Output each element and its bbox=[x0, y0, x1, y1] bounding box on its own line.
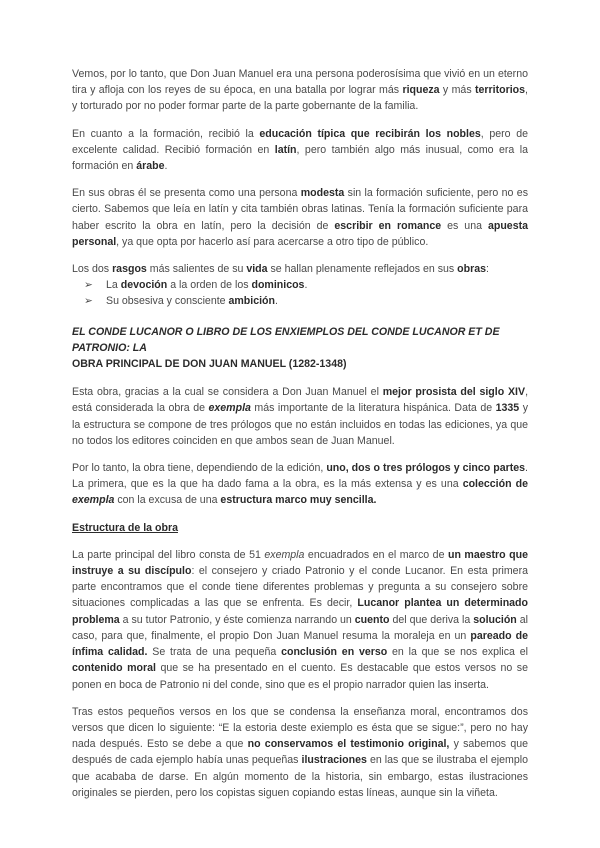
bold-term: devoción bbox=[120, 279, 168, 292]
arrow-bullet-icon: ➢ bbox=[84, 279, 93, 292]
text: más importante de la literatura hispánica. Data de bbox=[250, 402, 496, 415]
list-item bbox=[84, 293, 528, 309]
text: , y torturado por no poder formar parte de la parte gobernante de la familia. bbox=[72, 84, 528, 113]
subheading: Estructura de la obra bbox=[72, 521, 178, 534]
text: y sabemos que después de cada ejemplo había unas pequeñas bbox=[72, 738, 528, 767]
bold-term: escribir en romance bbox=[334, 219, 442, 232]
text: , está considerada la obra de bbox=[72, 386, 529, 415]
bold-term: ilustraciones bbox=[301, 754, 367, 767]
arrow-bullet-icon: ➢ bbox=[84, 295, 93, 308]
paragraph-obras bbox=[72, 185, 528, 250]
bold-italic-term: exempla bbox=[72, 494, 115, 507]
text: La bbox=[106, 279, 121, 292]
bold-term: rasgos bbox=[112, 263, 147, 276]
text: Se trata de una pequeña bbox=[147, 646, 282, 659]
text: En sus obras él se presenta como una persona bbox=[72, 187, 301, 200]
text: con la excusa de una bbox=[114, 494, 221, 507]
text: La parte principal del libro consta de 51 bbox=[72, 548, 265, 561]
text: sin la formación suficiente, pero no es cierto. Sabemos que leía en latín y cita también obras latinas. Tenía la formación suficiente para haber escrito la obra en latín, pero la decisión de bbox=[72, 187, 528, 232]
text: Esta obra, gracias a la cual se considera a Don Juan Manuel el bbox=[72, 386, 383, 399]
bold-term: no conservamos el testimonio original, bbox=[247, 738, 450, 751]
text: , pero también algo más inusual, como era la formación en bbox=[72, 143, 528, 173]
text: a su tutor Patronio, y éste comienza narrando un bbox=[119, 613, 355, 626]
bold-term: conclusión en verso bbox=[281, 646, 388, 659]
bold-term: educación típica que recibirán los nobles bbox=[259, 127, 481, 140]
bold-term: ambición bbox=[228, 295, 276, 308]
text: encuadrados en el marco de bbox=[304, 548, 448, 561]
bold-term: uno, dos o tres prólogos y cinco partes bbox=[326, 462, 526, 475]
bold-term: vida bbox=[246, 263, 268, 276]
bold-term: un maestro que instruye a su discípulo bbox=[72, 548, 528, 578]
paragraph-partes bbox=[72, 460, 528, 509]
paragraph-rasgos bbox=[72, 261, 528, 277]
bold-term: árabe bbox=[136, 160, 165, 173]
bold-term: territorios bbox=[475, 84, 526, 97]
text: : el consejero y criado Patronio y el conde Lucanor. En esta primera parte encontramos que el conde tiene diferentes problemas y pregunta a su consejero sobre situaciones complicadas a las que se enfrenta. Es decir, bbox=[72, 565, 528, 610]
text: que se ha presentado en el cuento. Es destacable que estos versos no se ponen en boca de Patronio ni del conde, sino que es el propio narrador quien las inserta. bbox=[72, 662, 528, 691]
text: a la orden de los bbox=[167, 279, 252, 292]
bold-term: latín bbox=[274, 143, 297, 156]
text: . bbox=[164, 160, 168, 173]
bold-term: obras bbox=[457, 263, 487, 276]
text: en las que se ilustraba el ejemplo que acababa de darse. En algún momento de la historia, sin embargo, estas ilustraciones originales se pierden, pero los copistas siguen copiando estas líneas, aunque sin la viñeta. bbox=[72, 754, 528, 799]
text: y más bbox=[439, 84, 475, 97]
bold-term: Lucanor plantea un determinado problema bbox=[72, 597, 528, 626]
text: . bbox=[304, 279, 308, 292]
text: Por lo tanto, la obra tiene, dependiendo de la edición, bbox=[72, 462, 327, 475]
text: : bbox=[486, 263, 489, 276]
text: . La primera, que es la que ha dado fama a la obra, es la más extensa y es una bbox=[72, 462, 528, 491]
bullet-list bbox=[72, 277, 528, 309]
list-item bbox=[84, 277, 528, 293]
text: , pero de excelente calidad. Recibió formación en bbox=[72, 127, 528, 156]
text: Los dos bbox=[72, 263, 113, 276]
bold-term: dominicos bbox=[251, 279, 305, 292]
bold-term: estructura marco muy sencilla. bbox=[220, 494, 377, 507]
paragraph-formacion bbox=[72, 126, 528, 175]
bold-term: cuento bbox=[354, 613, 390, 626]
section-heading bbox=[72, 324, 528, 373]
heading-line: EL CONDE LUCANOR O LIBRO DE LOS ENXIEMPLOS DEL CONDE LUCANOR ET DE PATRONIO: LA bbox=[72, 325, 500, 354]
bold-term: colección de bbox=[462, 478, 528, 491]
text: y la estructura se compone de tres prólogos que no están incluidos en todas las ediciones, ya que no todos los editores coinciden en que ambos sean de Juan Manuel. bbox=[72, 402, 528, 447]
bold-term: apuesta personal bbox=[72, 219, 529, 248]
bold-term: riqueza bbox=[402, 84, 440, 97]
italic-term: exempla bbox=[264, 548, 305, 561]
text: al caso, para que, finalmente, el propio Don Juan Manuel resuma la moraleja en un bbox=[72, 613, 528, 642]
paragraph-obra bbox=[72, 384, 528, 449]
paragraph-estructura bbox=[72, 547, 528, 693]
text: se hallan plenamente reflejados en sus bbox=[267, 263, 458, 276]
bold-term: modesta bbox=[300, 187, 345, 200]
text: , ya que opta por hacerlo así para acercarse a otro tipo de público. bbox=[116, 235, 429, 248]
bold-term: pareado de ínfima calidad. bbox=[72, 629, 528, 659]
paragraph-intro bbox=[72, 66, 528, 115]
bold-term: 1335 bbox=[495, 402, 520, 415]
text: Su obsesiva y consciente bbox=[106, 295, 229, 308]
text: es una bbox=[441, 219, 488, 232]
text: . bbox=[275, 295, 278, 308]
text: Tras estos pequeños versos en los que se condensa la enseñanza moral, encontramos dos versos que dicen lo siguiente: “E la estoria deste exiemplo es ésta que se sigue:”, pero no hay nada después. Esto se debe a que bbox=[72, 705, 528, 751]
bold-term: solución bbox=[473, 613, 517, 626]
text: del que deriva la bbox=[389, 613, 474, 626]
text: más salientes de su bbox=[146, 263, 247, 276]
text: En cuanto a la formación, recibió la bbox=[72, 127, 260, 140]
bold-term: contenido moral bbox=[72, 662, 156, 675]
text: en la que se nos explica el bbox=[387, 646, 528, 659]
text: Vemos, por lo tanto, que Don Juan Manuel era una persona poderosísima que vivió en un eterno tira y afloja con los reyes de su época, en una batalla por lograr más bbox=[72, 68, 528, 97]
bold-term: mejor prosista del siglo XIV bbox=[382, 386, 526, 399]
heading-line: OBRA PRINCIPAL DE DON JUAN MANUEL (1282-1348) bbox=[72, 358, 347, 371]
bold-italic-term: exempla bbox=[208, 402, 251, 415]
paragraph-ilustraciones bbox=[72, 704, 528, 801]
